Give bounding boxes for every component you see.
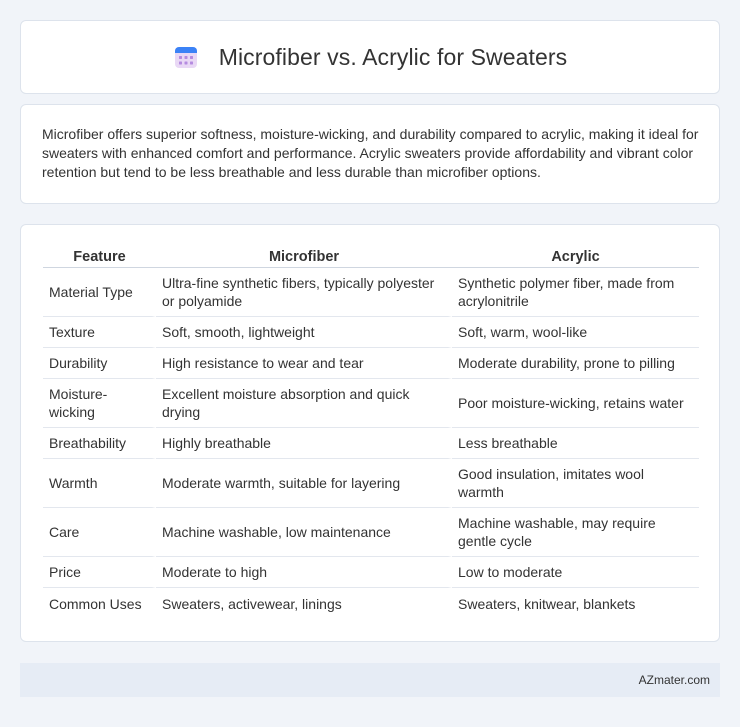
header-acrylic: Acrylic bbox=[452, 247, 699, 268]
cell-acrylic: Soft, warm, wool-like bbox=[452, 317, 699, 348]
cell-acrylic: Moderate durability, prone to pilling bbox=[452, 348, 699, 379]
cell-feature: Material Type bbox=[43, 268, 156, 317]
table-head bbox=[43, 247, 699, 268]
cell-microfiber: Machine washable, low maintenance bbox=[156, 508, 452, 557]
intro-paragraph: Microfiber offers superior softness, moisture-wicking, and durability compared to acrylic, making it ideal for sweaters with enhanced comfort and performance. Acrylic sweaters provide affordability and vibrant color retention but tend to be less breathable and less durable than microfiber options. bbox=[42, 126, 699, 180]
cell-acrylic: Sweaters, knitwear, blankets bbox=[458, 595, 636, 612]
calendar-icon bbox=[173, 44, 199, 70]
cell-acrylic: Less breathable bbox=[452, 428, 699, 459]
cell-feature: Care bbox=[43, 508, 156, 557]
cell-acrylic: Poor moisture-wicking, retains water bbox=[452, 379, 699, 428]
table-row bbox=[43, 588, 699, 619]
table-row bbox=[43, 268, 699, 317]
cell-microfiber: Ultra-fine synthetic fibers, typically polyester or polyamide bbox=[156, 268, 452, 317]
cell-feature: Texture bbox=[43, 317, 156, 348]
cell-feature: Common Uses bbox=[43, 588, 156, 619]
cell-microfiber: Moderate to high bbox=[156, 557, 452, 588]
cell-feature: Breathability bbox=[43, 428, 156, 459]
comparison-table bbox=[43, 247, 699, 619]
cell-microfiber: Excellent moisture absorption and quick drying bbox=[156, 379, 452, 428]
cell-feature: Durability bbox=[43, 348, 156, 379]
intro-card bbox=[20, 104, 720, 204]
table-row bbox=[43, 508, 699, 557]
table-row bbox=[43, 317, 699, 348]
table-header-row bbox=[43, 247, 699, 268]
title-card bbox=[20, 20, 720, 94]
cell-feature: Price bbox=[43, 557, 156, 588]
table-row bbox=[43, 379, 699, 428]
table-row bbox=[43, 428, 699, 459]
page-title: Microfiber vs. Acrylic for Sweaters bbox=[218, 43, 568, 70]
cell-microfiber: Soft, smooth, lightweight bbox=[156, 317, 452, 348]
cell-microfiber: Sweaters, activewear, linings bbox=[156, 588, 452, 619]
cell-acrylic: Low to moderate bbox=[452, 557, 699, 588]
table-body bbox=[43, 268, 699, 619]
cell-acrylic: Machine washable, may require gentle cycle bbox=[452, 508, 699, 557]
cell-acrylic: Good insulation, imitates wool warmth bbox=[452, 459, 699, 508]
table-row bbox=[43, 557, 699, 588]
comparison-card bbox=[20, 224, 720, 642]
cell-feature: Warmth bbox=[43, 459, 156, 508]
calendar-top bbox=[175, 47, 197, 53]
title-wrap bbox=[173, 44, 568, 71]
cell-acrylic: Synthetic polymer fiber, made from acrylonitrile bbox=[452, 268, 699, 317]
table-row bbox=[43, 459, 699, 508]
footer-brand: AZmater.com bbox=[638, 673, 710, 687]
header-microfiber: Microfiber bbox=[156, 247, 452, 268]
header-feature: Feature bbox=[43, 247, 156, 268]
cell-microfiber: Highly breathable bbox=[156, 428, 452, 459]
table-row bbox=[43, 348, 699, 379]
cell-microfiber: High resistance to wear and tear bbox=[156, 348, 452, 379]
footer-bar bbox=[20, 663, 720, 697]
cell-microfiber: Moderate warmth, suitable for layering bbox=[156, 459, 452, 508]
cell-feature: Moisture-wicking bbox=[43, 379, 156, 428]
